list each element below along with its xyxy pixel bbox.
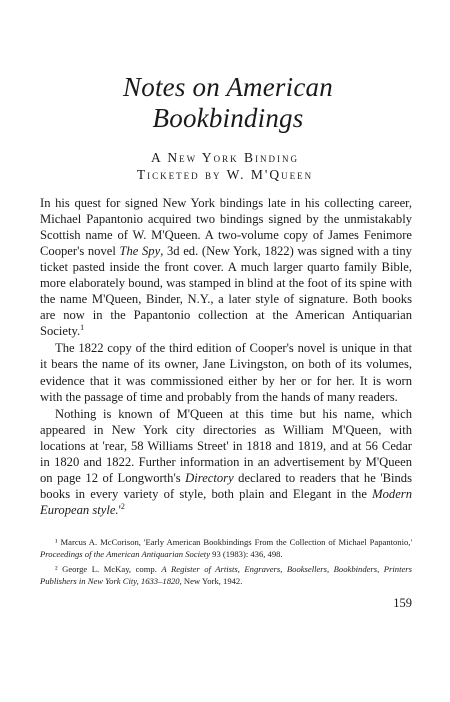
footnote-1 (40, 537, 412, 560)
footnote-2-text-a: ² George L. McKay, comp. (55, 564, 162, 574)
footnote-1-journal: Proceedings of the American Antiquarian Society (40, 548, 211, 559)
book-title-directory: Directory (185, 470, 234, 485)
paragraph-3-text-c: ' (118, 502, 121, 517)
footnote-2 (40, 564, 412, 587)
footnote-ref-1: 1 (80, 323, 85, 333)
article-title: Notes on American Bookbindings (123, 72, 333, 133)
paragraph-3-text-a: Nothing is known of M'Queen at this time but his name, which appeared in New York city directories as William M'Queen, with locations at 'rear, 58 Williams Street' in 1818 and 1819, and at 56 Cedar in 1820 and 1822. Further information in an advertisement by M'Queen on page 12 of Longworth's (40, 406, 412, 485)
paragraph-1-text-a: In his quest for signed New York bindings late in his collecting career, Michael Papantonio acquired two bindings signed by the unmistakably Scottish name of W. M'Queen. A two-volume copy of James Fenimore Cooper's novel (40, 196, 412, 259)
article-subtitle-line-1: A New York Binding (150, 150, 300, 165)
paragraph-3 (40, 406, 412, 518)
paragraph-3-italic-phrase: Modern European style. (40, 486, 412, 517)
article-subtitle-line-2: Ticketed by W. M'Queen (136, 167, 314, 182)
article-body (40, 195, 412, 518)
page-number: 159 (393, 596, 412, 610)
footnote-2-title: A Register of Artists, Engravers, Booksellers, Bookbinders, Printers Publishers in New York City, 1633–1820 (40, 564, 412, 586)
paragraph-1 (40, 195, 412, 339)
footnote-1-text-b: 93 (1983): 436, 498. (210, 548, 283, 559)
paragraph-2: The 1822 copy of the third edition of Cooper's novel is unique in that it bears the name of its owner, Jane Livingston, on both of its volumes, evidence that it was commissioned either by her or for her. It is worn with the passage of time and probably from the hands of many readers. (40, 341, 412, 404)
footnotes (40, 537, 412, 591)
footnote-ref-2: 2 (120, 501, 125, 511)
footnote-2-text-b: , New York, 1942. (179, 575, 243, 586)
paragraph-3-text-b: declared to readers that he 'Binds books in every variety of style, both plain and Elegant in the (40, 470, 412, 501)
footnote-1-text-a: ¹ Marcus A. McCorison, 'Early American Bookbindings From the Collection of Michael Papantonio,' (55, 537, 412, 547)
book-title-the-spy: The Spy (119, 244, 161, 259)
paragraph-1-text-b: , 3d ed. (New York, 1822) was signed with a tiny ticket pasted inside the front cover. A much larger quarto family Bible, more elaborately bound, was stamped in blind at the foot of its spine with the name M'Queen, Binder, N.Y., a later style of signature. Both books are now in the Papantonio collection at the American Antiquarian Society. (40, 244, 412, 339)
